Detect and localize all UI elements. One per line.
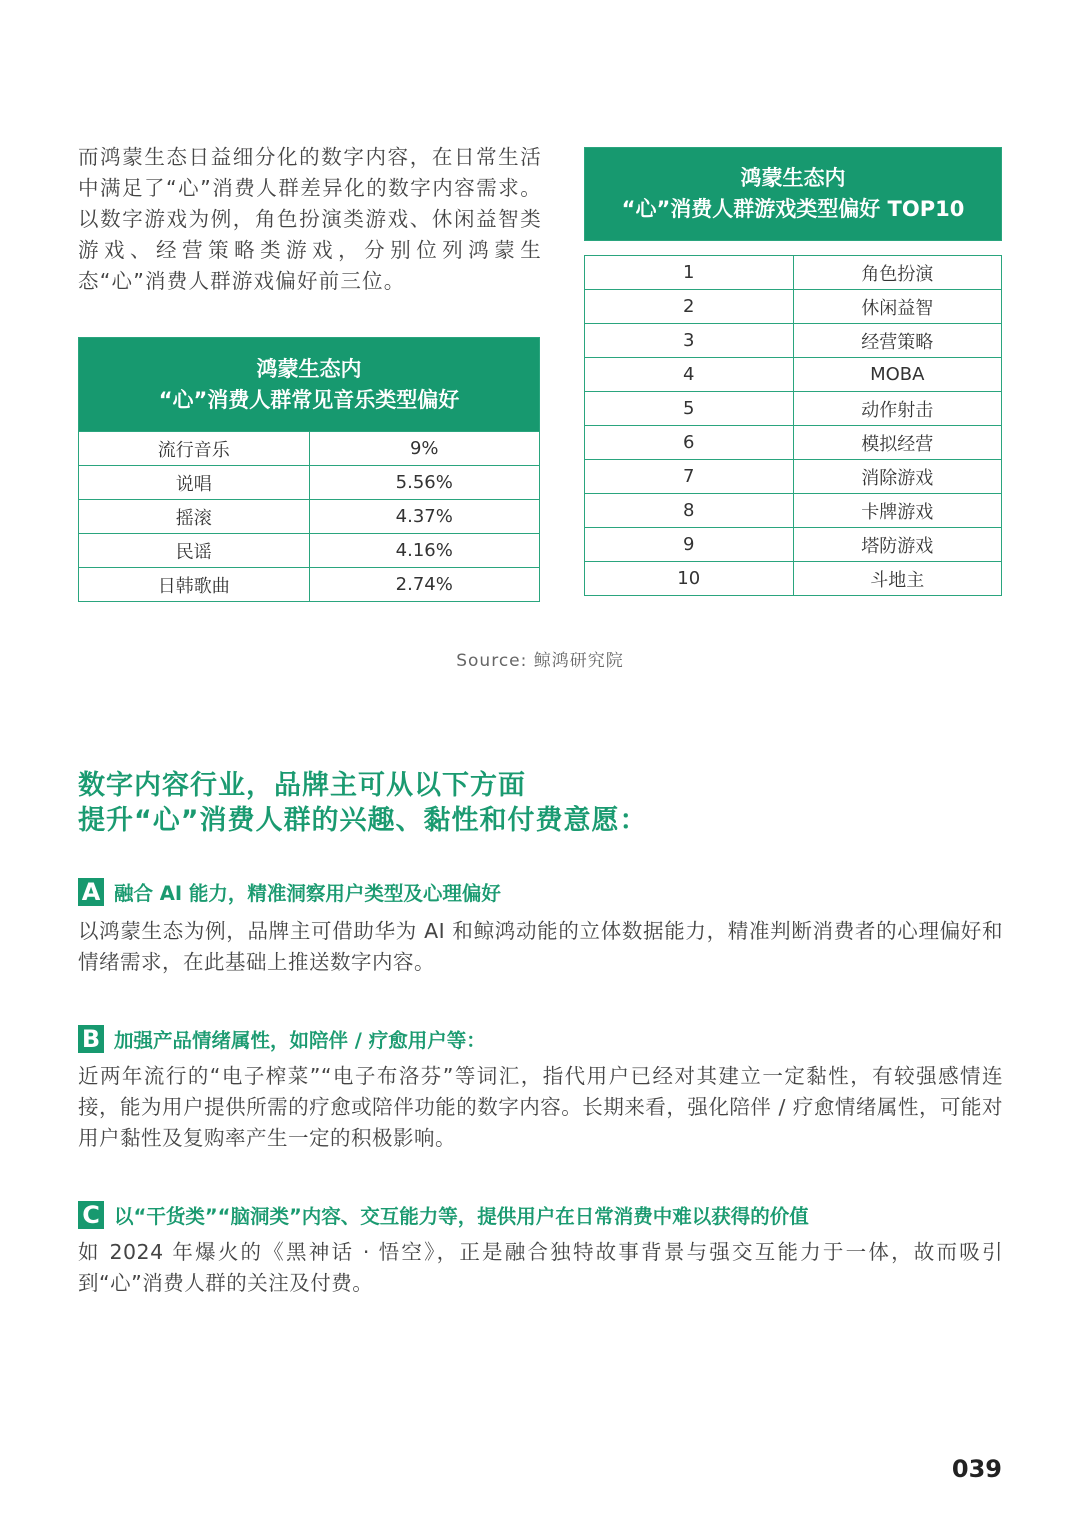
table-cell: 4.37% bbox=[309, 500, 540, 534]
table-row bbox=[585, 528, 1002, 562]
letter-badge: C bbox=[78, 1201, 104, 1229]
section-a-title bbox=[78, 878, 501, 906]
table-title: 鸿蒙生态内 bbox=[256, 356, 362, 381]
table-title: 鸿蒙生态内 bbox=[740, 166, 846, 190]
table-cell: 3 bbox=[585, 324, 794, 358]
table-cell: 8 bbox=[585, 494, 794, 528]
music-preference-table bbox=[78, 337, 540, 602]
heading-line: 提升“心”消费人群的兴趣、黏性和付费意愿： bbox=[78, 805, 648, 836]
section-c-body: 如 2024 年爆火的《黑神话 · 悟空》，正是融合独特故事背景与强交互能力于一体，故而吸引到“心”消费人群的关注及付费。 bbox=[78, 1240, 1003, 1295]
table-cell: 模拟经营 bbox=[793, 426, 1002, 460]
table-cell: 经营策略 bbox=[793, 324, 1002, 358]
table-cell: 4 bbox=[585, 358, 794, 392]
table-subtitle: “心”消费人群常见音乐类型偏好 bbox=[158, 387, 460, 412]
intro-paragraph: 而鸿蒙生态日益细分化的数字内容，在日常生活中满足了“心”消费人群差异化的数字内容需求。以数字游戏为例，角色扮演类游戏、休闲益智类游戏、经营策略类游戏，分别位列鸿蒙生态“心”消费人群游戏偏好前三位。 bbox=[78, 145, 542, 293]
table-cell: 2.74% bbox=[309, 568, 540, 602]
table-header bbox=[585, 148, 1002, 241]
table-cell: 消除游戏 bbox=[793, 460, 1002, 494]
table-cell: 日韩歌曲 bbox=[79, 568, 310, 602]
section-c-title bbox=[78, 1201, 809, 1229]
table-cell: 斗地主 bbox=[793, 562, 1002, 596]
table-cell: 卡牌游戏 bbox=[793, 494, 1002, 528]
table-row bbox=[79, 500, 540, 534]
table-cell: 5 bbox=[585, 392, 794, 426]
section-title-text: 加强产品情绪属性，如陪伴 / 疗愈用户等： bbox=[114, 1029, 486, 1052]
table-row bbox=[79, 466, 540, 500]
table-row bbox=[585, 494, 1002, 528]
table-cell: 4.16% bbox=[309, 534, 540, 568]
table-row bbox=[585, 358, 1002, 392]
table-row bbox=[585, 460, 1002, 494]
table-cell: MOBA bbox=[793, 358, 1002, 392]
table-row bbox=[79, 568, 540, 602]
page-number: 039 bbox=[951, 1455, 1002, 1483]
table-cell: 摇滚 bbox=[79, 500, 310, 534]
table-cell: 10 bbox=[585, 562, 794, 596]
table-cell: 角色扮演 bbox=[793, 256, 1002, 290]
table-cell: 说唱 bbox=[79, 466, 310, 500]
table-row bbox=[585, 426, 1002, 460]
letter-badge: A bbox=[78, 878, 104, 906]
table-cell: 5.56% bbox=[309, 466, 540, 500]
table-row bbox=[585, 290, 1002, 324]
table-cell: 7 bbox=[585, 460, 794, 494]
table-cell: 民谣 bbox=[79, 534, 310, 568]
section-title-text: 以“干货类”“脑洞类”内容、交互能力等，提供用户在日常消费中难以获得的价值 bbox=[114, 1205, 809, 1228]
table-cell: 动作射击 bbox=[793, 392, 1002, 426]
table-row bbox=[585, 392, 1002, 426]
table-row bbox=[79, 432, 540, 466]
section-b-title bbox=[78, 1025, 486, 1053]
table-cell: 2 bbox=[585, 290, 794, 324]
section-heading bbox=[78, 768, 648, 838]
table-cell: 1 bbox=[585, 256, 794, 290]
table-row bbox=[585, 562, 1002, 596]
table-subtitle: “心”消费人群游戏类型偏好 TOP10 bbox=[621, 197, 965, 221]
letter-badge: B bbox=[78, 1025, 104, 1053]
table-cell: 流行音乐 bbox=[79, 432, 310, 466]
table-header bbox=[79, 338, 540, 432]
table-row bbox=[585, 256, 1002, 290]
section-b-body: 近两年流行的“电子榨菜”“电子布洛芬”等词汇，指代用户已经对其建立一定黏性，有较强感情连接，能为用户提供所需的疗愈或陪伴功能的数字内容。长期来看，强化陪伴 / 疗愈情绪属性，可能对用户黏性及复购率产生一定的积极影响。 bbox=[78, 1064, 1003, 1150]
table-cell: 塔防游戏 bbox=[793, 528, 1002, 562]
source-note: Source: 鲸鸿研究院 bbox=[456, 651, 624, 671]
game-preference-table bbox=[584, 147, 1002, 596]
table-row bbox=[585, 324, 1002, 358]
table-cell: 休闲益智 bbox=[793, 290, 1002, 324]
section-a-body: 以鸿蒙生态为例，品牌主可借助华为 AI 和鲸鸿动能的立体数据能力，精准判断消费者的心理偏好和情绪需求，在此基础上推送数字内容。 bbox=[78, 919, 1003, 974]
table-cell: 9 bbox=[585, 528, 794, 562]
table-row bbox=[79, 534, 540, 568]
table-cell: 9% bbox=[309, 432, 540, 466]
heading-line: 数字内容行业，品牌主可从以下方面 bbox=[78, 770, 526, 801]
table-cell: 6 bbox=[585, 426, 794, 460]
section-title-text: 融合 AI 能力，精准洞察用户类型及心理偏好 bbox=[114, 882, 501, 905]
